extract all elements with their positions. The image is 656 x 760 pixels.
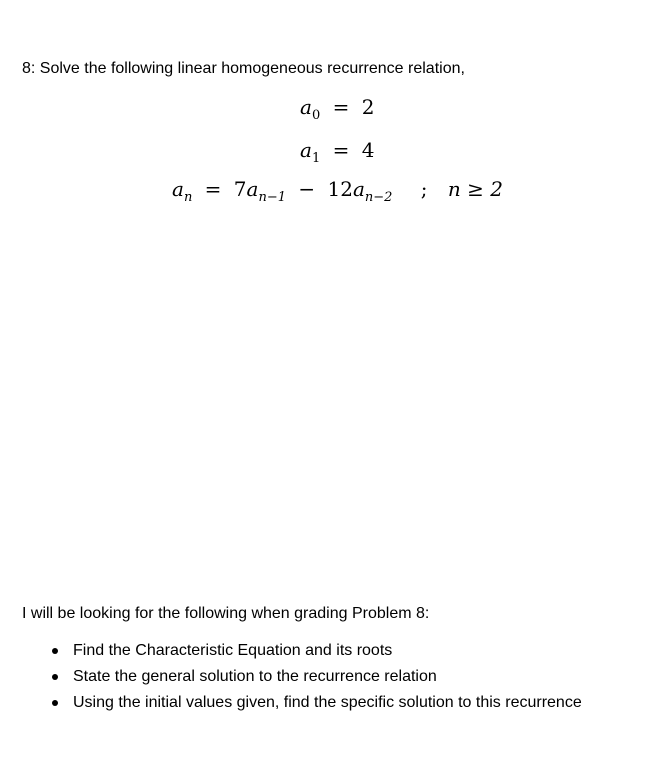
coefficient-2: 12 [327, 177, 353, 201]
problem-title: 8: Solve the following linear homogeneous recurrence relation, [22, 60, 465, 77]
list-item [50, 640, 582, 666]
term-2-variable: a [352, 177, 365, 201]
criterion-text: State the general solution to the recurrence relation [73, 668, 437, 685]
bullet-icon [52, 648, 58, 654]
lhs-variable: a [172, 177, 184, 201]
list-item [50, 692, 582, 718]
subscript: 1 [311, 151, 321, 166]
grading-criteria-list [50, 640, 582, 718]
term-1-subscript: n−1 [258, 190, 287, 205]
term-2-subscript: n−2 [364, 190, 393, 205]
condition: n ≥ 2 [447, 177, 503, 201]
variable-a: a [300, 95, 312, 119]
value: 4 [361, 138, 375, 162]
bullet-icon [52, 674, 58, 680]
subscript: 0 [311, 108, 321, 123]
criterion-text: Find the Characteristic Equation and its roots [73, 642, 393, 659]
lhs-subscript: n [183, 190, 193, 205]
equals-sign: = [332, 138, 350, 162]
coefficient-1: 7 [233, 177, 247, 201]
minus-sign: − [298, 177, 316, 201]
grading-intro: I will be looking for the following when grading Problem 8: [22, 605, 430, 622]
initial-condition-a0 [300, 95, 375, 123]
value: 2 [361, 95, 375, 119]
initial-condition-a1 [300, 138, 375, 166]
recurrence-equation [172, 177, 503, 205]
term-1-variable: a [246, 177, 259, 201]
separator: ; [420, 177, 428, 201]
equals-sign: = [332, 95, 350, 119]
criterion-text: Using the initial values given, find the specific solution to this recurrence [73, 694, 582, 711]
list-item [50, 666, 582, 692]
equals-sign: = [204, 177, 222, 201]
bullet-icon [52, 700, 58, 706]
variable-a: a [300, 138, 312, 162]
